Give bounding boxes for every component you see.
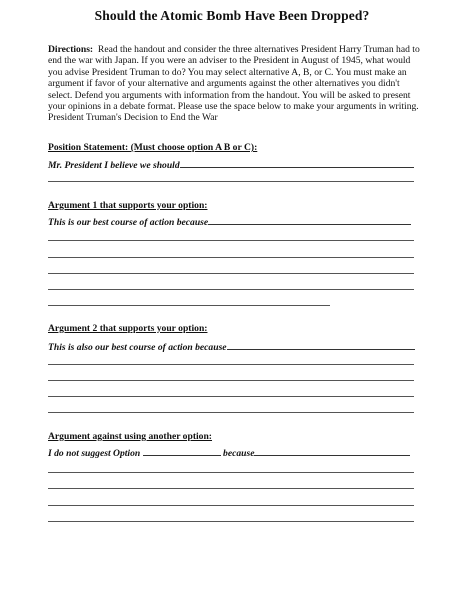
argument-1-prompt — [48, 215, 411, 228]
argument-2-heading: Argument 2 that supports your option: — [48, 323, 208, 334]
position-statement-prompt — [48, 158, 414, 171]
answer-line[interactable] — [48, 257, 414, 258]
answer-line[interactable] — [48, 364, 414, 365]
position-answer-blank[interactable] — [180, 158, 414, 168]
answer-line[interactable] — [48, 521, 414, 522]
argument-1-prompt-text: This is our best course of action because — [48, 217, 209, 228]
answer-line[interactable] — [48, 240, 414, 241]
argument-2-answer-blank[interactable] — [227, 340, 415, 350]
answer-line[interactable] — [48, 380, 414, 381]
position-statement-heading: Position Statement: (Must choose option A B or C): — [48, 142, 258, 153]
argument-1-answer-blank[interactable] — [208, 215, 411, 225]
page-title: Should the Atomic Bomb Have Been Dropped? — [94, 8, 370, 23]
answer-line[interactable] — [48, 505, 414, 506]
answer-line[interactable] — [48, 181, 414, 182]
answer-line[interactable] — [48, 472, 414, 473]
argument-against-prompt — [48, 446, 410, 459]
directions-text: Read the handout and consider the three alternatives President Harry Truman had to end the war with Japan. If you were an adviser to the President in August of 1945, what would you advise President Truman to do? You may select alternative A, B, or C. You must make an argument if favor of your alternative and arguments against the other alternatives you didn't select. Defend you arguments with information from the handout. You will be asked to present your opinions in a debate format. Please use the space below to make your arguments in writing. President Truman's Decision to End the War — [48, 44, 420, 124]
argument-1-heading: Argument 1 that supports your option: — [48, 200, 208, 211]
answer-line[interactable] — [48, 412, 414, 413]
directions-paragraph — [48, 44, 420, 124]
argument-2-prompt-text: This is also our best course of action because — [48, 342, 227, 353]
option-letter-blank[interactable] — [143, 446, 221, 456]
argument-against-prompt-text-2: because — [223, 448, 255, 459]
answer-line[interactable] — [48, 396, 414, 397]
directions-label: Directions: — [48, 44, 94, 55]
position-prompt-text: Mr. President I believe we should — [48, 160, 180, 171]
argument-2-prompt — [48, 340, 415, 353]
answer-line[interactable] — [48, 305, 330, 306]
answer-line[interactable] — [48, 289, 414, 290]
argument-against-answer-blank[interactable] — [254, 446, 410, 456]
answer-line[interactable] — [48, 273, 414, 274]
argument-against-prompt-text-1: I do not suggest Option — [48, 448, 141, 459]
answer-line[interactable] — [48, 488, 414, 489]
argument-against-heading: Argument against using another option: — [48, 431, 213, 442]
